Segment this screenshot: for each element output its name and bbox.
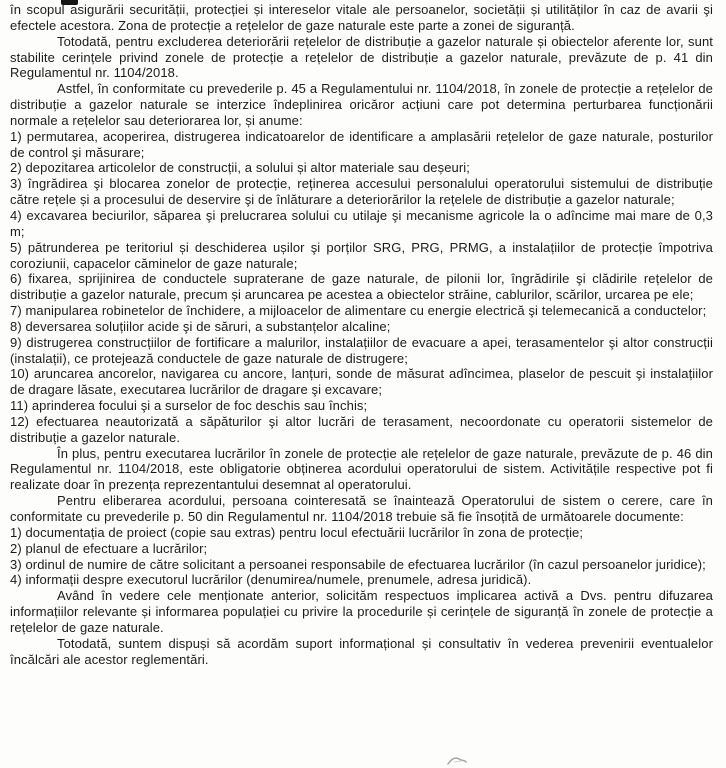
document-body-text [10, 2, 713, 667]
required-document-3: 3) ordinul de numire de către solicitant a persoanei responsabile de efectuarea lucrărilor (în cazul persoanelor juridice); [10, 556, 706, 572]
paragraph-in-plus: În plus, pentru executarea lucrărilor în zonele de protecție ale rețelelor de gaze naturale, prevăzute de p. 46 din Regulamentul nr. 1104/2018, este obligatorie obținerea acordului operatorului de sistem. Activitățile respective pot fi realizate doar în prezența reprezentantului desemnat al operatorului. [10, 445, 713, 493]
paragraph-intro-continuation: în scopul asigurării securității, protecției și intereselor vitale ale persoanelor, societății și utilităților în caz de avarii şi efectele acestora. Zona de protecție a rețelelor de gaze naturale este parte a zonei de siguranță. [10, 2, 713, 33]
prohibited-action-7: 7) manipularea robinetelor de închidere, a mijloacelor de alimentare cu energie electrică şi telemecanică a conductelor; [10, 303, 707, 319]
prohibited-action-1: 1) permutarea, acoperirea, distrugerea indicatoarelor de identificare a amplasării rețelelor de gaze naturale, posturilor de control şi măsurare; [10, 128, 713, 160]
prohibited-action-8: 8) deversarea soluțiilor acide şi de săruri, a substanțelor alcaline; [10, 318, 391, 334]
paragraph-astfel: Astfel, în conformitate cu prevederile p. 45 a Regulamentului nr. 1104/2018, în zonele de protecție a rețelelor de distribuție a gazelor naturale se interzice îndeplinirea oricăror acțiuni care pot determina perturbarea funcționării normale a rețelelor sau deteriorarea lor, și anume: [10, 81, 713, 128]
prohibited-action-3: 3) îngrădirea şi blocarea zonelor de protecție, reținerea accesului personalului operatorului sistemului de distribuție către rețele și a procesului de deservire şi de înlăturare a deteriorărilor la rețelele de distribuție a gazelor naturale; [10, 176, 713, 208]
prohibited-action-10: 10) aruncarea ancorelor, navigarea cu ancore, lanțuri, sonde de măsurat adîncimea, plaselor de pescuit şi instalațiilor de dragare lăsate, executarea lucrărilor de dragare şi excavare; [10, 366, 713, 398]
required-document-4: 4) informații despre executorul lucrărilor (denumirea/numele, prenumele, adresa juridică). [10, 572, 532, 588]
paragraph-pentru-eliberarea: Pentru eliberarea acordului, persoana cointeresată se înaintează Operatorului de sistem o cerere, care în conformitate cu prevederile p. 50 din Regulamentul nr. 1104/2018 trebuie să fie însoțită de următoarele documente: [10, 493, 713, 524]
required-document-1: 1) documentația de proiect (copie sau extras) pentru locul efectuării lucrărilor în zona de protecție; [10, 524, 584, 540]
prohibited-action-11: 11) aprinderea focului şi a surselor de foc deschis sau închis; [10, 398, 368, 414]
signature-fragment-icon [446, 754, 468, 768]
paragraph-totodata-1: Totodată, pentru excluderea deteriorării rețelelor de distribuție a gazelor naturale și obiectelor aferente lor, sunt stabilite cerințele privind zonele de protecție a rețelelor de distribuție a gazelor naturale, prevăzute de p. 41 din Regulamentul nr. 1104/2018. [10, 33, 713, 81]
prohibited-action-2: 2) depozitarea articolelor de construcții, a solului și altor materiale sau deșeuri; [10, 160, 471, 176]
prohibited-action-12: 12) efectuarea neautorizată a săpăturilor şi altor lucrări de terasament, necoordonate cu operatorii sistemelor de distribuție a gazelor naturale. [10, 413, 713, 445]
prohibited-action-9: 9) distrugerea construcțiilor de fortificare a malurilor, instalațiilor de evacuare a apei, terasamentelor şi altor construcții (instalații), ce protejează conductele de gaze naturale de distrugere; [10, 334, 713, 366]
required-document-2: 2) planul de efectuare a lucrărilor; [10, 540, 208, 556]
prohibited-action-6: 6) fixarea, sprijinirea de conductele supraterane de gaze naturale, de pilonii lor, îngrădirile şi clădirile rețelelor de distribuție a gazelor naturale, precum și aruncarea pe acestea a obiectelor străine, cablurilor, scărilor, urcarea pe ele; [10, 271, 713, 303]
prohibited-action-4: 4) excavarea beciurilor, săparea şi prelucrarea solului cu utilaje şi mecanisme agricole la o adîncime mai mare de 0,3 m; [10, 207, 713, 239]
prohibited-action-5: 5) pătrunderea pe teritoriul și deschiderea ușilor şi porților SRG, PRG, PRMG, a instalațiilor de protecție împotriva coroziunii, capacelor căminelor de gaze naturale; [10, 239, 713, 271]
paragraph-avand-in-vedere: Având în vedere cele menționate anterior, solicităm respectuos implicarea activă a Dvs. pentru difuzarea informațiilor relevante și informarea populației cu privire la procedurile și cerințele de siguranță în zonele de protecție a rețelelor de gaze naturale. [10, 588, 713, 635]
paragraph-totodata-2: Totodată, suntem dispuși să acordăm suport informațional și consultativ în vederea prevenirii eventualelor încălcări ale acestor reglementări. [10, 635, 713, 667]
